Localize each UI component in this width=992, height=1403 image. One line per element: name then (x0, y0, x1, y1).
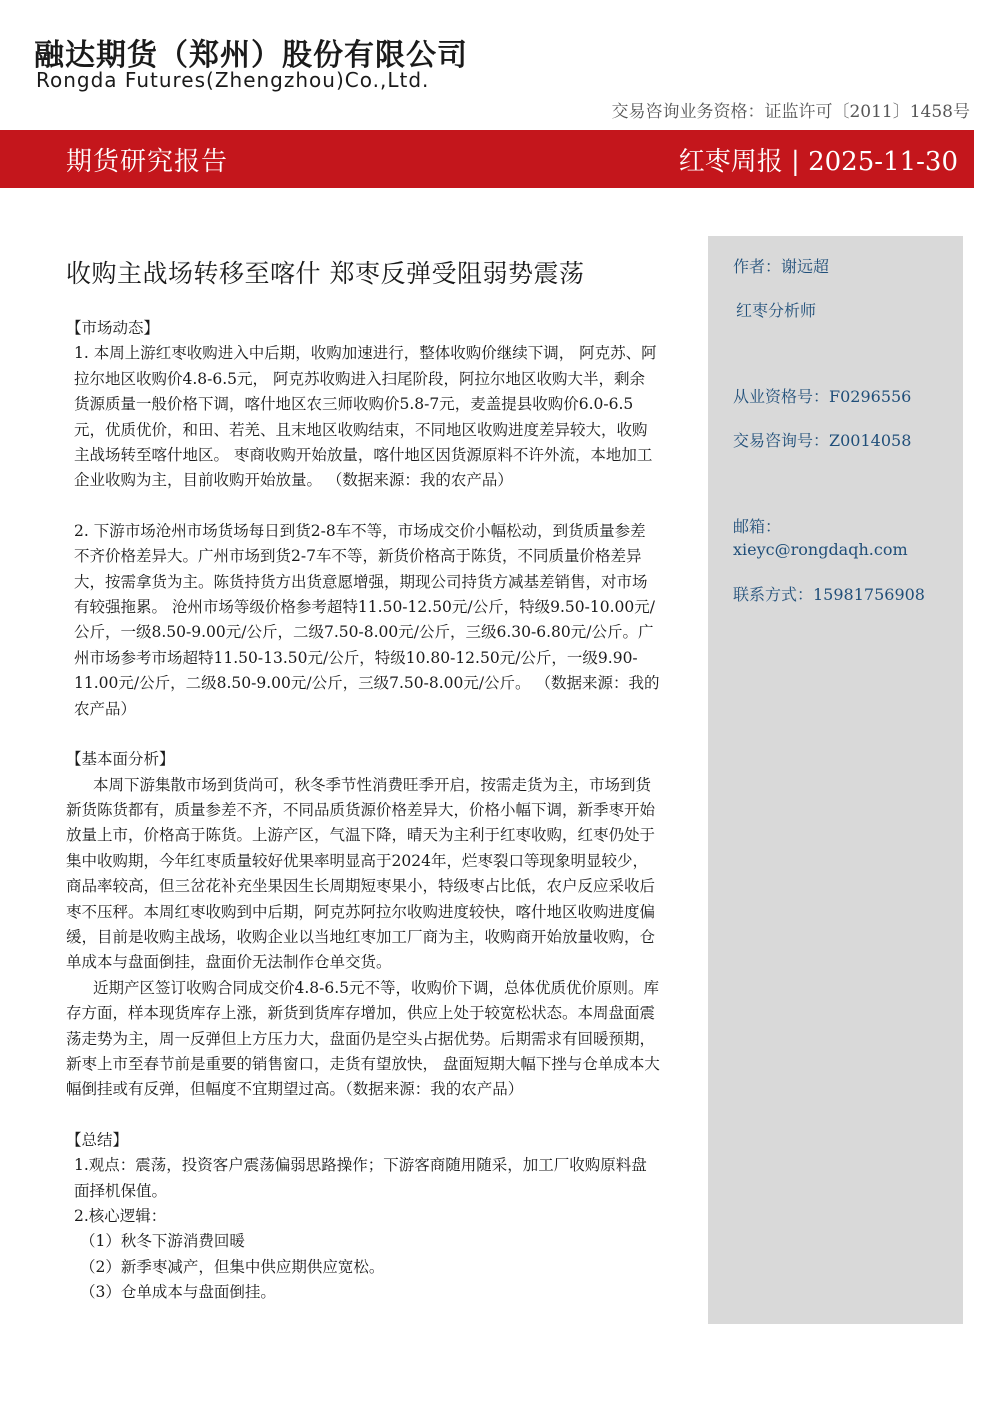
section-heading-fundamental: 【基本面分析】 (66, 750, 175, 769)
market-paragraph-1: 1. 本周上游红枣收购进入中后期，收购加速进行，整体收购价继续下调， 阿克苏、阿拉尔地区收购价4.8-6.5元， 阿克苏收购进入扫尾阶段，阿拉尔地区收购大半，剩余货源质量一般价格下调，喀什地区农三师收购价5.8-7元，麦盖提县收购价6.0-6.5元，优质优价，和田、若羌、且末地区收购结束，不同地区收购进度差异较大，收购主战场转至喀什地区。 枣商收购开始放量，喀什地区因货源原料不许外流，本地加工企业收购为主，目前收购开始放量。 （数据来源：我的农产品） (74, 344, 657, 490)
author-sidebar (708, 236, 963, 1324)
summary-logic-item: （1）秋冬下游消费回暖 (80, 1232, 245, 1251)
company-name-cn: 融达期货（郑州）股份有限公司 (34, 38, 468, 73)
section-heading-market: 【市场动态】 (66, 319, 160, 337)
summary-logic-item: （3）仓单成本与盘面倒挂。 (80, 1283, 276, 1302)
email-link[interactable]: xieyc@rongdaqh.com (733, 540, 908, 559)
report-banner (0, 130, 974, 188)
market-paragraph-2: 2. 下游市场沧州市场货场每日到货2-8车不等，市场成交价小幅松动，到货质量参差不齐价格差异大。广州市场到货2-7车不等，新货价格高于陈货，不同质量价格差异大，按需拿货为主。陈货持货方出货意愿增强，期现公司持货方减基差销售，对市场有较强拖累。 沧州市场等级价格参考超特11.50-12.50元/公斤，特级9.50-10.00元/公斤，一级8.50-9.00元/公斤，二级7.50-8.00元/公斤，三级6.30-6.80元/公斤。广州市场参考市场超特11.50-13.50元/公斤，特级10.80-12.50元/公斤，一级9.90-11.00元/公斤，二级8.50-9.00元/公斤，三级7.50-8.00元/公斤。 （数据来源：我的农产品） (74, 521, 660, 718)
author-role: 红枣分析师 (736, 301, 817, 320)
summary-logic-item: （2）新季枣减产，但集中供应期供应宽松。 (80, 1257, 385, 1276)
banner-report-type: 期货研究报告 (66, 147, 229, 177)
consult-number: 交易咨询号：Z0014058 (733, 431, 912, 450)
summary-core-logic: 2.核心逻辑： (74, 1207, 167, 1225)
license-text: 交易咨询业务资格：证监许可〔2011〕1458号 (611, 102, 970, 122)
section-heading-summary: 【总结】 (66, 1130, 129, 1149)
report-title: 收购主战场转移至喀什 郑枣反弹受阻弱势震荡 (66, 259, 585, 288)
banner-report-title-date: 红枣周报 | 2025-11-30 (678, 147, 958, 177)
phone-contact: 联系方式：15981756908 (733, 585, 925, 604)
author-name: 作者：谢远超 (733, 257, 830, 276)
fundamental-paragraph-2: 近期产区签订收购合同成交价4.8-6.5元不等，收购价下调，总体优质优价原则。库存方面，样本现货库存上涨，新货到货库存增加，供应上处于较宽松状态。本周盘面震荡走势为主，周一反弹但上方压力大，盘面仍是空头占据优势。后期需求有回暖预期，新枣上市至春节前是重要的销售窗口，走货有望放快， 盘面短期大幅下挫与仓单成本大幅倒挂或有反弹，但幅度不宜期望过高。（数据来源：我的农产品） (66, 978, 660, 1099)
qualification-number: 从业资格号：F0296556 (733, 387, 912, 406)
company-name-en: Rongda Futures(Zhengzhou)Co.,Ltd. (36, 68, 430, 92)
email-label: 邮箱： (733, 517, 782, 536)
report-body (66, 316, 660, 1306)
fundamental-paragraph-1: 本周下游集散市场到货尚可，秋冬季节性消费旺季开启，按需走货为主，市场到货新货陈货都有，质量参差不齐，不同品质货源价格差异大，价格小幅下调，新季枣开始放量上市，价格高于陈货。上游产区，气温下降，晴天为主利于红枣收购，红枣仍处于集中收购期，今年红枣质量较好优果率明显高于2024年，烂枣裂口等现象明显较少，商品率较高，但三岔花补充坐果因生长周期短枣果小，特级枣占比低，农户反应采收后枣不压秤。本周红枣收购到中后期，阿克苏阿拉尔收购进度较快，喀什地区收购进度偏缓，目前是收购主战场，收购企业以当地红枣加工厂商为主，收购商开始放量收购，仓单成本与盘面倒挂，盘面价无法制作仓单交货。 (66, 775, 656, 972)
summary-viewpoint: 1.观点：震荡，投资客户震荡偏弱思路操作；下游客商随用随采，加工厂收购原料盘面择机保值。 (74, 1156, 647, 1200)
